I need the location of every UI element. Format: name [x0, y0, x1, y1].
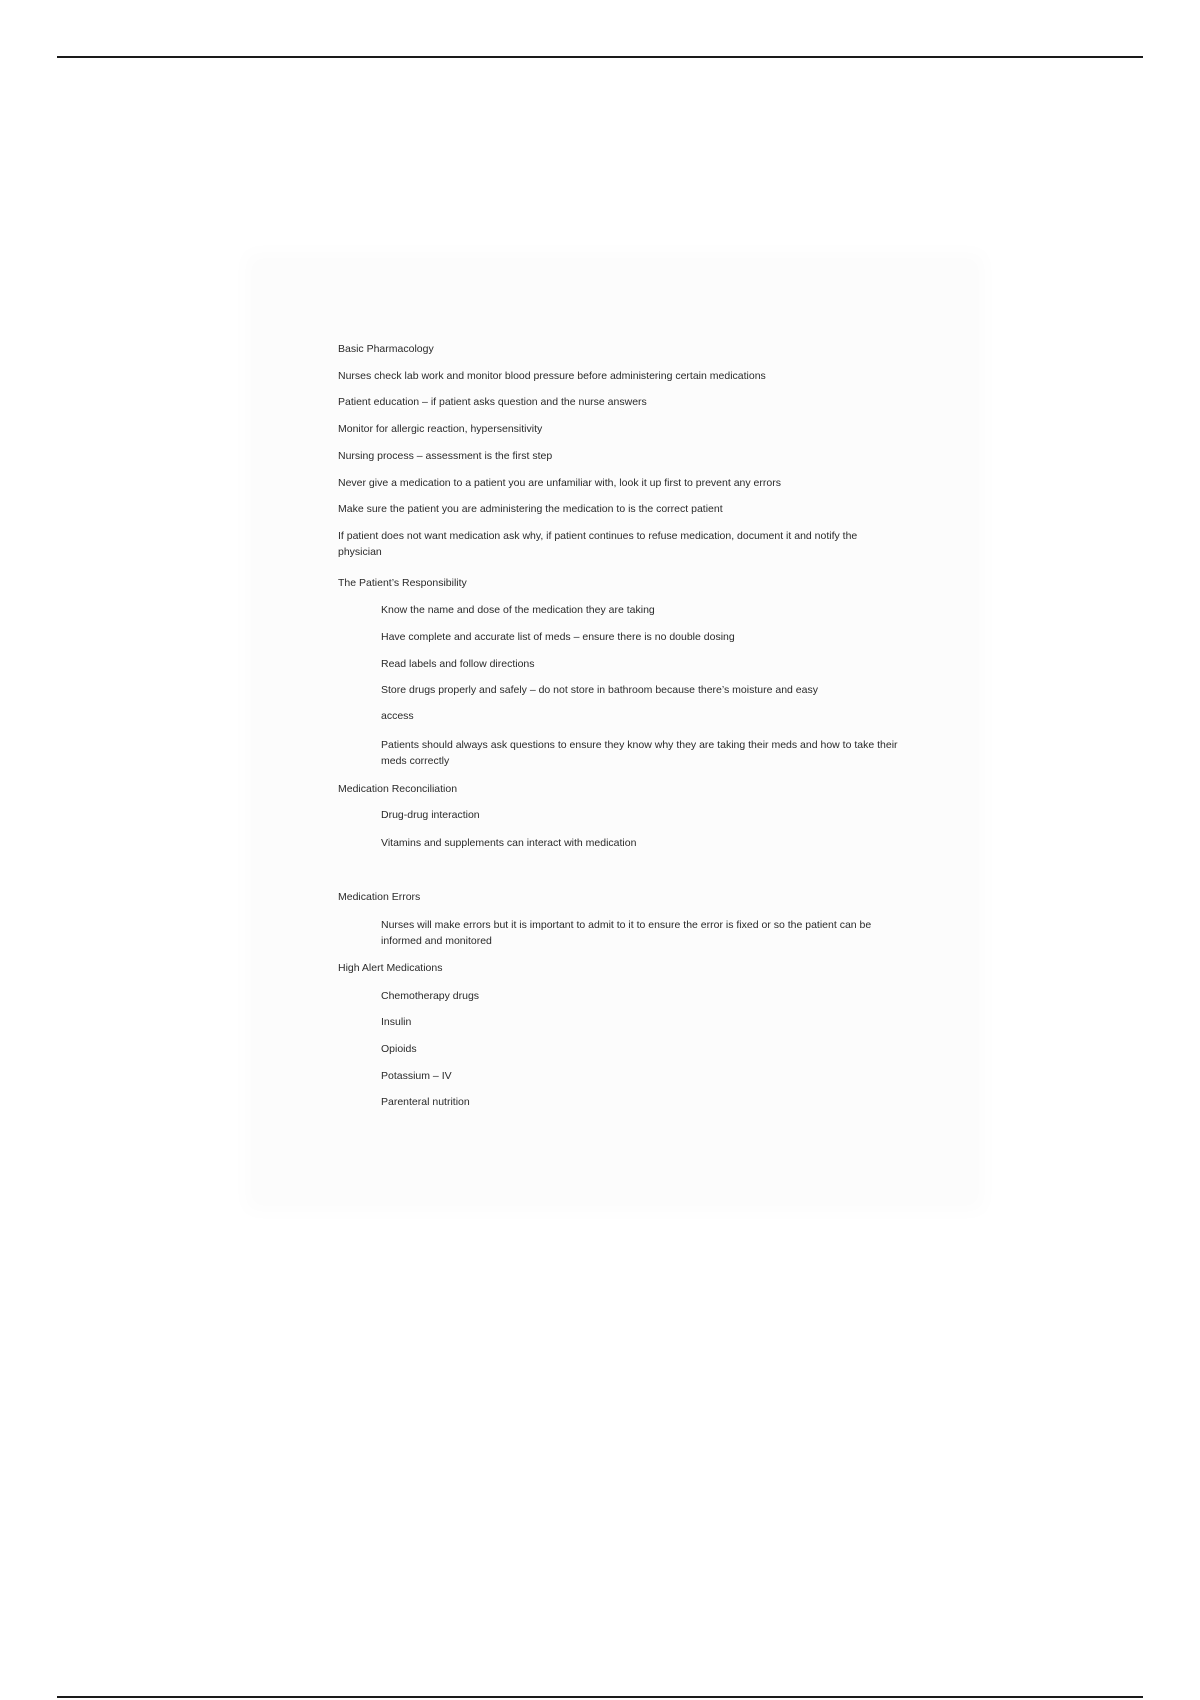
text-line: Never give a medication to a patient you are unfamiliar with, look it up first to prevent any errors: [338, 477, 781, 489]
top-rule: [57, 56, 1143, 58]
heading-patient-responsibility: The Patient’s Responsibility: [338, 577, 467, 589]
text-line: Nurses check lab work and monitor blood pressure before administering certain medications: [338, 370, 766, 382]
text-line: Have complete and accurate list of meds – ensure there is no double dosing: [381, 631, 735, 643]
text-line: Nurses will make errors but it is important to admit to it to ensure the error is fixed or so the patient can be informed and monitored: [381, 919, 872, 947]
text-line: Patients should always ask questions to ensure they know why they are taking their meds and how to take their meds correctly: [381, 739, 898, 767]
text-line: Know the name and dose of the medication they are taking: [381, 604, 655, 616]
text-line: Nursing process – assessment is the first step: [338, 450, 553, 462]
heading-medication-reconciliation: Medication Reconciliation: [338, 783, 458, 795]
text-line: Vitamins and supplements can interact with medication: [381, 837, 637, 849]
heading-basic-pharmacology: Basic Pharmacology: [338, 343, 434, 355]
text-line: Patient education – if patient asks question and the nurse answers: [338, 396, 647, 408]
bottom-rule: [57, 1696, 1143, 1698]
text-line: Read labels and follow directions: [381, 658, 535, 670]
text-line: Drug-drug interaction: [381, 809, 480, 821]
text-line: If patient does not want medication ask why, if patient continues to refuse medication, document it and notify the physician: [338, 530, 858, 558]
text-line: Store drugs properly and safely – do not store in bathroom because there’s moisture and easy: [381, 684, 818, 696]
text-line: Insulin: [381, 1016, 412, 1028]
text-line: Opioids: [381, 1043, 417, 1055]
heading-high-alert-medications: High Alert Medications: [338, 962, 443, 974]
heading-medication-errors: Medication Errors: [338, 891, 421, 903]
text-line: Make sure the patient you are administering the medication to is the correct patient: [338, 503, 723, 515]
text-line: Potassium – IV: [381, 1070, 452, 1082]
text-line: Parenteral nutrition: [381, 1096, 470, 1108]
text-line: Monitor for allergic reaction, hypersensitivity: [338, 423, 543, 435]
text-line: access: [381, 710, 414, 722]
text-line: Chemotherapy drugs: [381, 990, 480, 1002]
